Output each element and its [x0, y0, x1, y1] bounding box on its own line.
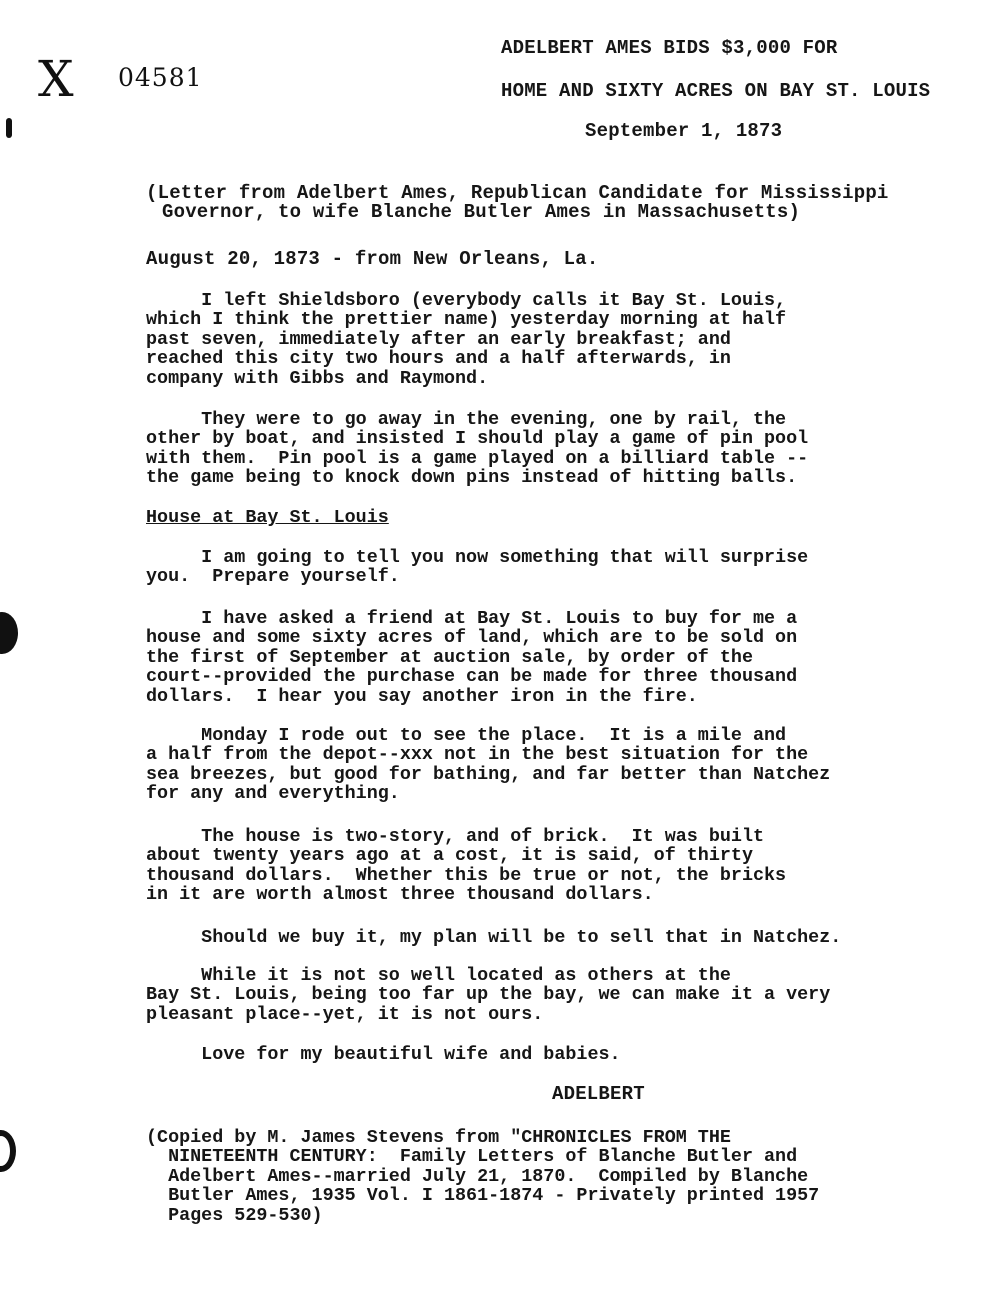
paragraph-9: Love for my beautiful wife and babies.: [146, 1044, 621, 1065]
scan-mark-top: [6, 118, 12, 138]
paragraph-4: I have asked a friend at Bay St. Louis to buy for me a house and some sixty acres of land, which are to be sold on the first of September at auction sale, by order of the court--provided the purchase can be made for three thousand dollars. I hear you say another iron in the fire.: [146, 608, 798, 707]
punch-hole-middle: [0, 612, 18, 654]
file-mark-x: X: [38, 50, 74, 108]
paragraph-1: I left Shieldsboro (everybody calls it Bay St. Louis, which I think the prettier name) yesterday morning at half past seven, immediately after an early breakfast; and reached this city two hours and a half afterwards, in company with Gibbs and Raymond.: [146, 290, 787, 389]
signature: ADELBERT: [552, 1083, 645, 1105]
paragraph-3: I am going to tell you now something that will surprise you. Prepare yourself.: [146, 547, 809, 588]
document-number: 04581: [118, 63, 203, 92]
intro-line-1: (Letter from Adelbert Ames, Republican Candidate for Mississippi: [146, 182, 889, 204]
intro-line-2: Governor, to wife Blanche Butler Ames in Massachusetts): [162, 201, 801, 223]
punch-hole-bottom: [0, 1130, 16, 1172]
paragraph-2: They were to go away in the evening, one by rail, the other by boat, and insisted I should play a game of pin pool with them. Pin pool is a game played on a billiard table -- the game being to knock down pins instead of hitting balls.: [146, 409, 809, 489]
subheading-house: House at Bay St. Louis: [146, 507, 389, 528]
paragraph-6: The house is two-story, and of brick. It was built about twenty years ago at a cost, it is said, of thirty thousand dollars. Whether this be true or not, the bricks in it are worth almost three thousand dollars.: [146, 826, 787, 906]
citation-note: (Copied by M. James Stevens from "CHRONICLES FROM THE NINETEENTH CENTURY: Family Letters of Blanche Butler and Adelbert Ames--married July 21, 1870. Compiled by Blanche Butler Ames, 1935 Vol. I 1861-1874 - Privately printed 1957 Pages 529-530): [146, 1127, 820, 1226]
paragraph-7: Should we buy it, my plan will be to sell that in Natchez.: [146, 927, 842, 948]
headline-line-2: HOME AND SIXTY ACRES ON BAY ST. LOUIS: [501, 80, 931, 102]
paragraph-8: While it is not so well located as others at the Bay St. Louis, being too far up the bay, we can make it a very pleasant place--yet, it is not ours.: [146, 965, 831, 1025]
headline-date: September 1, 1873: [585, 120, 783, 142]
headline-line-1: ADELBERT AMES BIDS $3,000 FOR: [501, 37, 838, 59]
letter-dateline: August 20, 1873 - from New Orleans, La.: [146, 248, 599, 270]
paragraph-5: Monday I rode out to see the place. It is a mile and a half from the depot--xxx not in the best situation for the sea breezes, but good for bathing, and far better than Natchez for any and everything.: [146, 725, 831, 805]
